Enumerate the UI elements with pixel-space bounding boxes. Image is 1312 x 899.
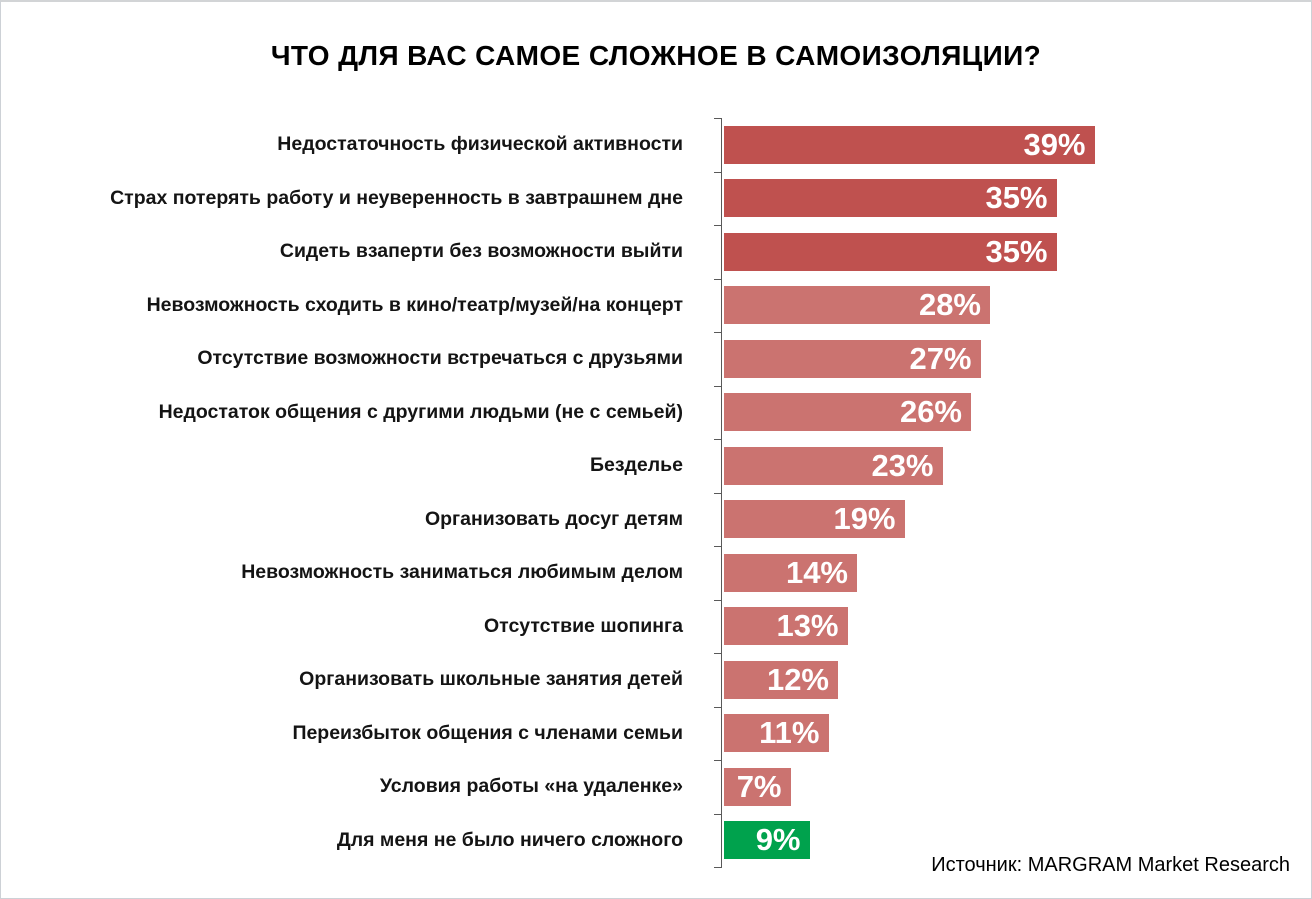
category-label: Организовать досуг детям bbox=[424, 507, 683, 530]
bar bbox=[724, 554, 857, 592]
category-label: Невозможность заниматься любимым делом bbox=[241, 561, 683, 584]
chart-row bbox=[1, 172, 1095, 226]
category-label: Недостаток общения с другими людьми (не с семьей) bbox=[158, 400, 683, 423]
chart-row bbox=[1, 600, 1095, 654]
chart-row bbox=[1, 332, 1095, 386]
value-label: 39% bbox=[1023, 126, 1086, 162]
bar bbox=[724, 179, 1057, 217]
axis-tick bbox=[714, 172, 722, 173]
chart-row bbox=[1, 707, 1095, 761]
value-label: 14% bbox=[785, 554, 848, 590]
value-label: 26% bbox=[899, 394, 962, 430]
axis-tick bbox=[714, 653, 722, 654]
bar bbox=[724, 607, 848, 645]
bar bbox=[724, 340, 981, 378]
value-label: 35% bbox=[985, 233, 1048, 269]
category-label: Сидеть взаперти без возможности выйти bbox=[279, 240, 683, 263]
category-label: Отсутствие шопинга bbox=[484, 614, 683, 637]
source-note: Источник: MARGRAM Market Research bbox=[931, 854, 1290, 876]
bar bbox=[724, 447, 943, 485]
value-label: 23% bbox=[871, 447, 934, 483]
value-label: 28% bbox=[918, 287, 981, 323]
value-label: 9% bbox=[755, 822, 801, 858]
bar bbox=[724, 393, 971, 431]
category-label: Недостаточность физической активности bbox=[277, 133, 683, 156]
category-label: Для меня не было ничего сложного bbox=[336, 828, 683, 851]
category-label: Условия работы «на удаленке» bbox=[379, 775, 683, 798]
category-label: Безделье bbox=[590, 454, 683, 477]
value-label: 35% bbox=[985, 180, 1048, 216]
chart-row bbox=[1, 546, 1095, 600]
axis-tick bbox=[714, 814, 722, 815]
value-label: 13% bbox=[776, 608, 839, 644]
axis-tick bbox=[714, 439, 722, 440]
bar bbox=[724, 233, 1057, 271]
bar bbox=[724, 500, 905, 538]
axis-tick bbox=[714, 386, 722, 387]
chart-title: ЧТО ДЛЯ ВАС САМОЕ СЛОЖНОЕ В САМОИЗОЛЯЦИИ? bbox=[270, 40, 1042, 71]
chart-row bbox=[1, 493, 1095, 547]
axis-tick bbox=[714, 493, 722, 494]
value-label: 12% bbox=[766, 661, 829, 697]
category-label: Отсутствие возможности встречаться с друзьями bbox=[197, 347, 683, 370]
chart-row bbox=[1, 653, 1095, 707]
category-label: Переизбыток общения с членами семьи bbox=[292, 721, 683, 744]
axis-tick bbox=[714, 760, 722, 761]
axis-tick bbox=[714, 600, 722, 601]
chart-rows bbox=[1, 118, 1095, 867]
chart-row bbox=[1, 760, 1095, 814]
chart-row bbox=[1, 279, 1095, 333]
axis-tick bbox=[714, 118, 722, 119]
value-label: 19% bbox=[833, 501, 896, 537]
category-label: Невозможность сходить в кино/театр/музей/на концерт bbox=[146, 293, 683, 316]
axis-tick bbox=[714, 867, 722, 868]
chart-row bbox=[1, 439, 1095, 493]
bar bbox=[724, 714, 829, 752]
chart-row bbox=[1, 118, 1095, 172]
bar bbox=[724, 821, 810, 859]
bar bbox=[724, 768, 791, 806]
axis-tick bbox=[714, 546, 722, 547]
value-label: 11% bbox=[759, 715, 820, 751]
axis-tick bbox=[714, 332, 722, 333]
chart-row bbox=[1, 225, 1095, 279]
category-label: Организовать школьные занятия детей bbox=[299, 668, 683, 691]
axis-tick bbox=[714, 225, 722, 226]
chart-row bbox=[1, 386, 1095, 440]
bar bbox=[724, 286, 990, 324]
bar-chart bbox=[1, 118, 1312, 867]
axis-tick bbox=[714, 707, 722, 708]
axis-tick bbox=[714, 279, 722, 280]
category-label: Страх потерять работу и неуверенность в завтрашнем дне bbox=[110, 186, 683, 209]
value-label: 27% bbox=[909, 340, 972, 376]
bar bbox=[724, 126, 1095, 164]
value-label: 7% bbox=[736, 768, 782, 804]
bar bbox=[724, 661, 838, 699]
